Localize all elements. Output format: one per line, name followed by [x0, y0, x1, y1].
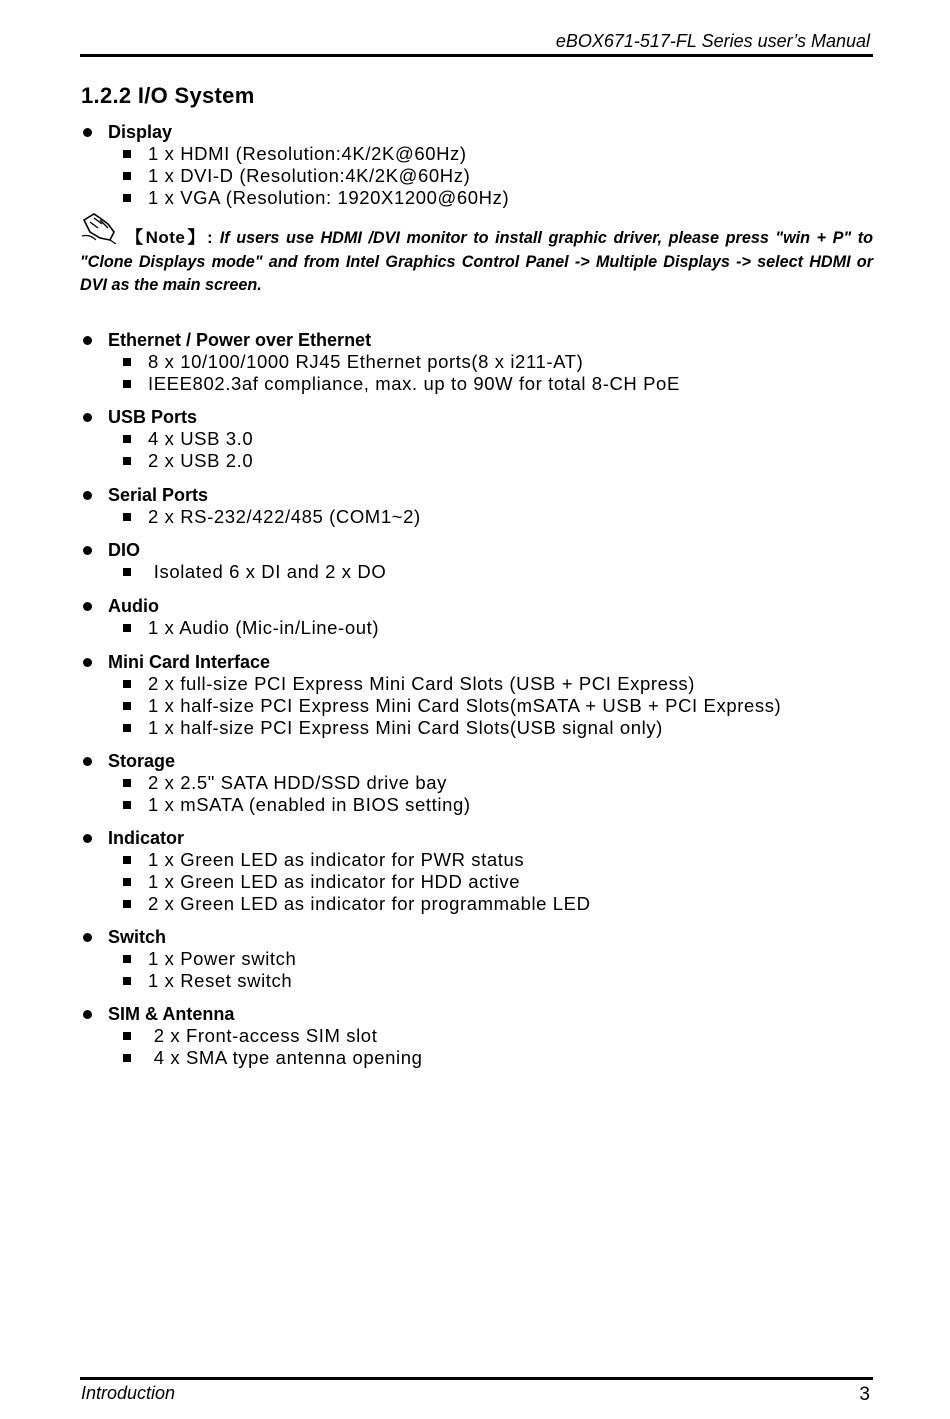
- header-rule: [80, 54, 873, 57]
- bullet-dot: [83, 1010, 92, 1019]
- list-item: [80, 772, 873, 794]
- note-label: 【Note】:: [126, 228, 214, 247]
- square-bullet: [123, 724, 131, 732]
- list-item-text: 1 x VGA (Resolution: 1920X1200@60Hz): [148, 186, 510, 208]
- list-item: [80, 1025, 873, 1047]
- category-dio: [80, 539, 873, 561]
- bullet-dot: [83, 413, 92, 422]
- category-switch: [80, 926, 873, 948]
- square-bullet: [123, 1032, 131, 1040]
- list-item: [80, 970, 873, 992]
- list-item-text: 1 x half-size PCI Express Mini Card Slots(USB signal only): [148, 716, 663, 738]
- list-item-text: 1 x Green LED as indicator for HDD active: [148, 870, 521, 892]
- list-item-text: 4 x SMA type antenna opening: [148, 1046, 423, 1068]
- page-number: 3: [859, 1384, 870, 1405]
- usb-group: [80, 406, 873, 472]
- mini-card-group: [80, 651, 873, 738]
- category-label: Serial Ports: [108, 485, 209, 505]
- list-item: [80, 561, 873, 583]
- list-item: [80, 165, 873, 187]
- category-audio: [80, 595, 873, 617]
- switch-group: [80, 926, 873, 992]
- category-sim-antenna: [80, 1003, 873, 1025]
- list-item: [80, 794, 873, 816]
- section-title: 1.2.2 I/O System: [81, 83, 255, 108]
- list-item-text: 4 x USB 3.0: [148, 428, 254, 449]
- category-display: [80, 121, 873, 143]
- note-text: If users use HDMI /DVI monitor to install graphic driver, please press "win + P" to "Clone Displays mode" and from Intel Graphics Control Panel -> Multiple Displays -> select HDMI or DVI as the main screen.: [80, 229, 873, 294]
- list-item-text: 8 x 10/100/1000 RJ45 Ethernet ports(8 x i211-AT): [148, 351, 584, 372]
- category-label: SIM & Antenna: [108, 1004, 235, 1024]
- square-bullet: [123, 194, 131, 202]
- category-ethernet: [80, 329, 873, 351]
- list-item-text: 2 x Front-access SIM slot: [148, 1025, 378, 1046]
- square-bullet: [123, 878, 131, 886]
- square-bullet: [123, 380, 131, 388]
- list-item-text: 2 x Green LED as indicator for programmable LED: [148, 892, 591, 914]
- category-label: Mini Card Interface: [108, 652, 271, 672]
- list-item: [80, 187, 873, 209]
- indicator-group: [80, 827, 873, 914]
- square-bullet: [123, 457, 131, 465]
- square-bullet: [123, 977, 131, 985]
- bullet-dot: [83, 546, 92, 555]
- serial-group: [80, 484, 873, 528]
- square-bullet: [123, 150, 131, 158]
- square-bullet: [123, 568, 131, 576]
- bullet-dot: [83, 658, 92, 667]
- square-bullet: [123, 358, 131, 366]
- category-label: Switch: [108, 927, 167, 947]
- manual-title: eBOX671-517-FL Series user’s Manual: [555, 31, 870, 51]
- dio-group: [80, 539, 873, 583]
- list-item-text: 1 x Reset switch: [148, 969, 293, 991]
- bullet-dot: [83, 128, 92, 137]
- square-bullet: [123, 624, 131, 632]
- category-label: Storage: [108, 751, 176, 771]
- square-bullet: [123, 702, 131, 710]
- square-bullet: [123, 900, 131, 908]
- list-item: [80, 871, 873, 893]
- category-serial: [80, 484, 873, 506]
- list-item-text: 1 x DVI-D (Resolution:4K/2K@60Hz): [148, 164, 471, 186]
- square-bullet: [123, 680, 131, 688]
- list-item-text: 1 x mSATA (enabled in BIOS setting): [148, 793, 471, 815]
- list-item-text: Isolated 6 x DI and 2 x DO: [148, 561, 387, 582]
- list-item-text: 1 x Audio (Mic-in/Line-out): [148, 617, 380, 638]
- square-bullet: [123, 856, 131, 864]
- category-usb: [80, 406, 873, 428]
- category-label: DIO: [108, 540, 141, 560]
- list-item: [80, 428, 873, 450]
- category-label: Audio: [108, 596, 159, 616]
- list-item-text: 2 x USB 2.0: [148, 449, 254, 471]
- list-item: [80, 143, 873, 165]
- square-bullet: [123, 513, 131, 521]
- note-paragraph: [80, 226, 873, 298]
- square-bullet: [123, 435, 131, 443]
- category-label: Ethernet / Power over Ethernet: [108, 330, 372, 350]
- list-item-text: 1 x Green LED as indicator for PWR status: [148, 849, 525, 870]
- list-item: [80, 717, 873, 739]
- storage-group: [80, 750, 873, 816]
- display-group: [80, 121, 873, 208]
- list-item: [80, 373, 873, 395]
- list-item: [80, 849, 873, 871]
- list-item-text: 1 x HDMI (Resolution:4K/2K@60Hz): [148, 143, 467, 164]
- bullet-dot: [83, 933, 92, 942]
- bullet-dot: [83, 491, 92, 500]
- bullet-dot: [83, 602, 92, 611]
- list-item: [80, 695, 873, 717]
- category-indicator: [80, 827, 873, 849]
- list-item-text: IEEE802.3af compliance, max. up to 90W for total 8-CH PoE: [148, 372, 680, 394]
- list-item: [80, 351, 873, 373]
- list-item: [80, 617, 873, 639]
- square-bullet: [123, 172, 131, 180]
- list-item-text: 2 x 2.5" SATA HDD/SSD drive bay: [148, 772, 447, 793]
- list-item-text: 1 x half-size PCI Express Mini Card Slots(mSATA + USB + PCI Express): [148, 694, 782, 716]
- list-item: [80, 948, 873, 970]
- bullet-dot: [83, 834, 92, 843]
- list-item: [80, 1047, 873, 1069]
- list-item: [80, 506, 873, 528]
- bullet-dot: [83, 757, 92, 766]
- footer-chapter: Introduction: [81, 1383, 176, 1403]
- list-item-text: 1 x Power switch: [148, 948, 297, 969]
- list-item-text: 2 x full-size PCI Express Mini Card Slots (USB + PCI Express): [148, 673, 696, 694]
- footer-rule: [80, 1377, 873, 1380]
- list-item-text: 2 x RS-232/422/485 (COM1~2): [148, 506, 421, 527]
- square-bullet: [123, 955, 131, 963]
- category-label: Indicator: [108, 828, 185, 848]
- sim-antenna-group: [80, 1003, 873, 1069]
- audio-group: [80, 595, 873, 639]
- square-bullet: [123, 1054, 131, 1062]
- square-bullet: [123, 779, 131, 787]
- category-storage: [80, 750, 873, 772]
- bullet-dot: [83, 336, 92, 345]
- list-item: [80, 893, 873, 915]
- category-label: Display: [108, 122, 173, 142]
- list-item: [80, 673, 873, 695]
- category-mini-card: [80, 651, 873, 673]
- square-bullet: [123, 801, 131, 809]
- ethernet-group: [80, 329, 873, 395]
- list-item: [80, 450, 873, 472]
- category-label: USB Ports: [108, 407, 198, 427]
